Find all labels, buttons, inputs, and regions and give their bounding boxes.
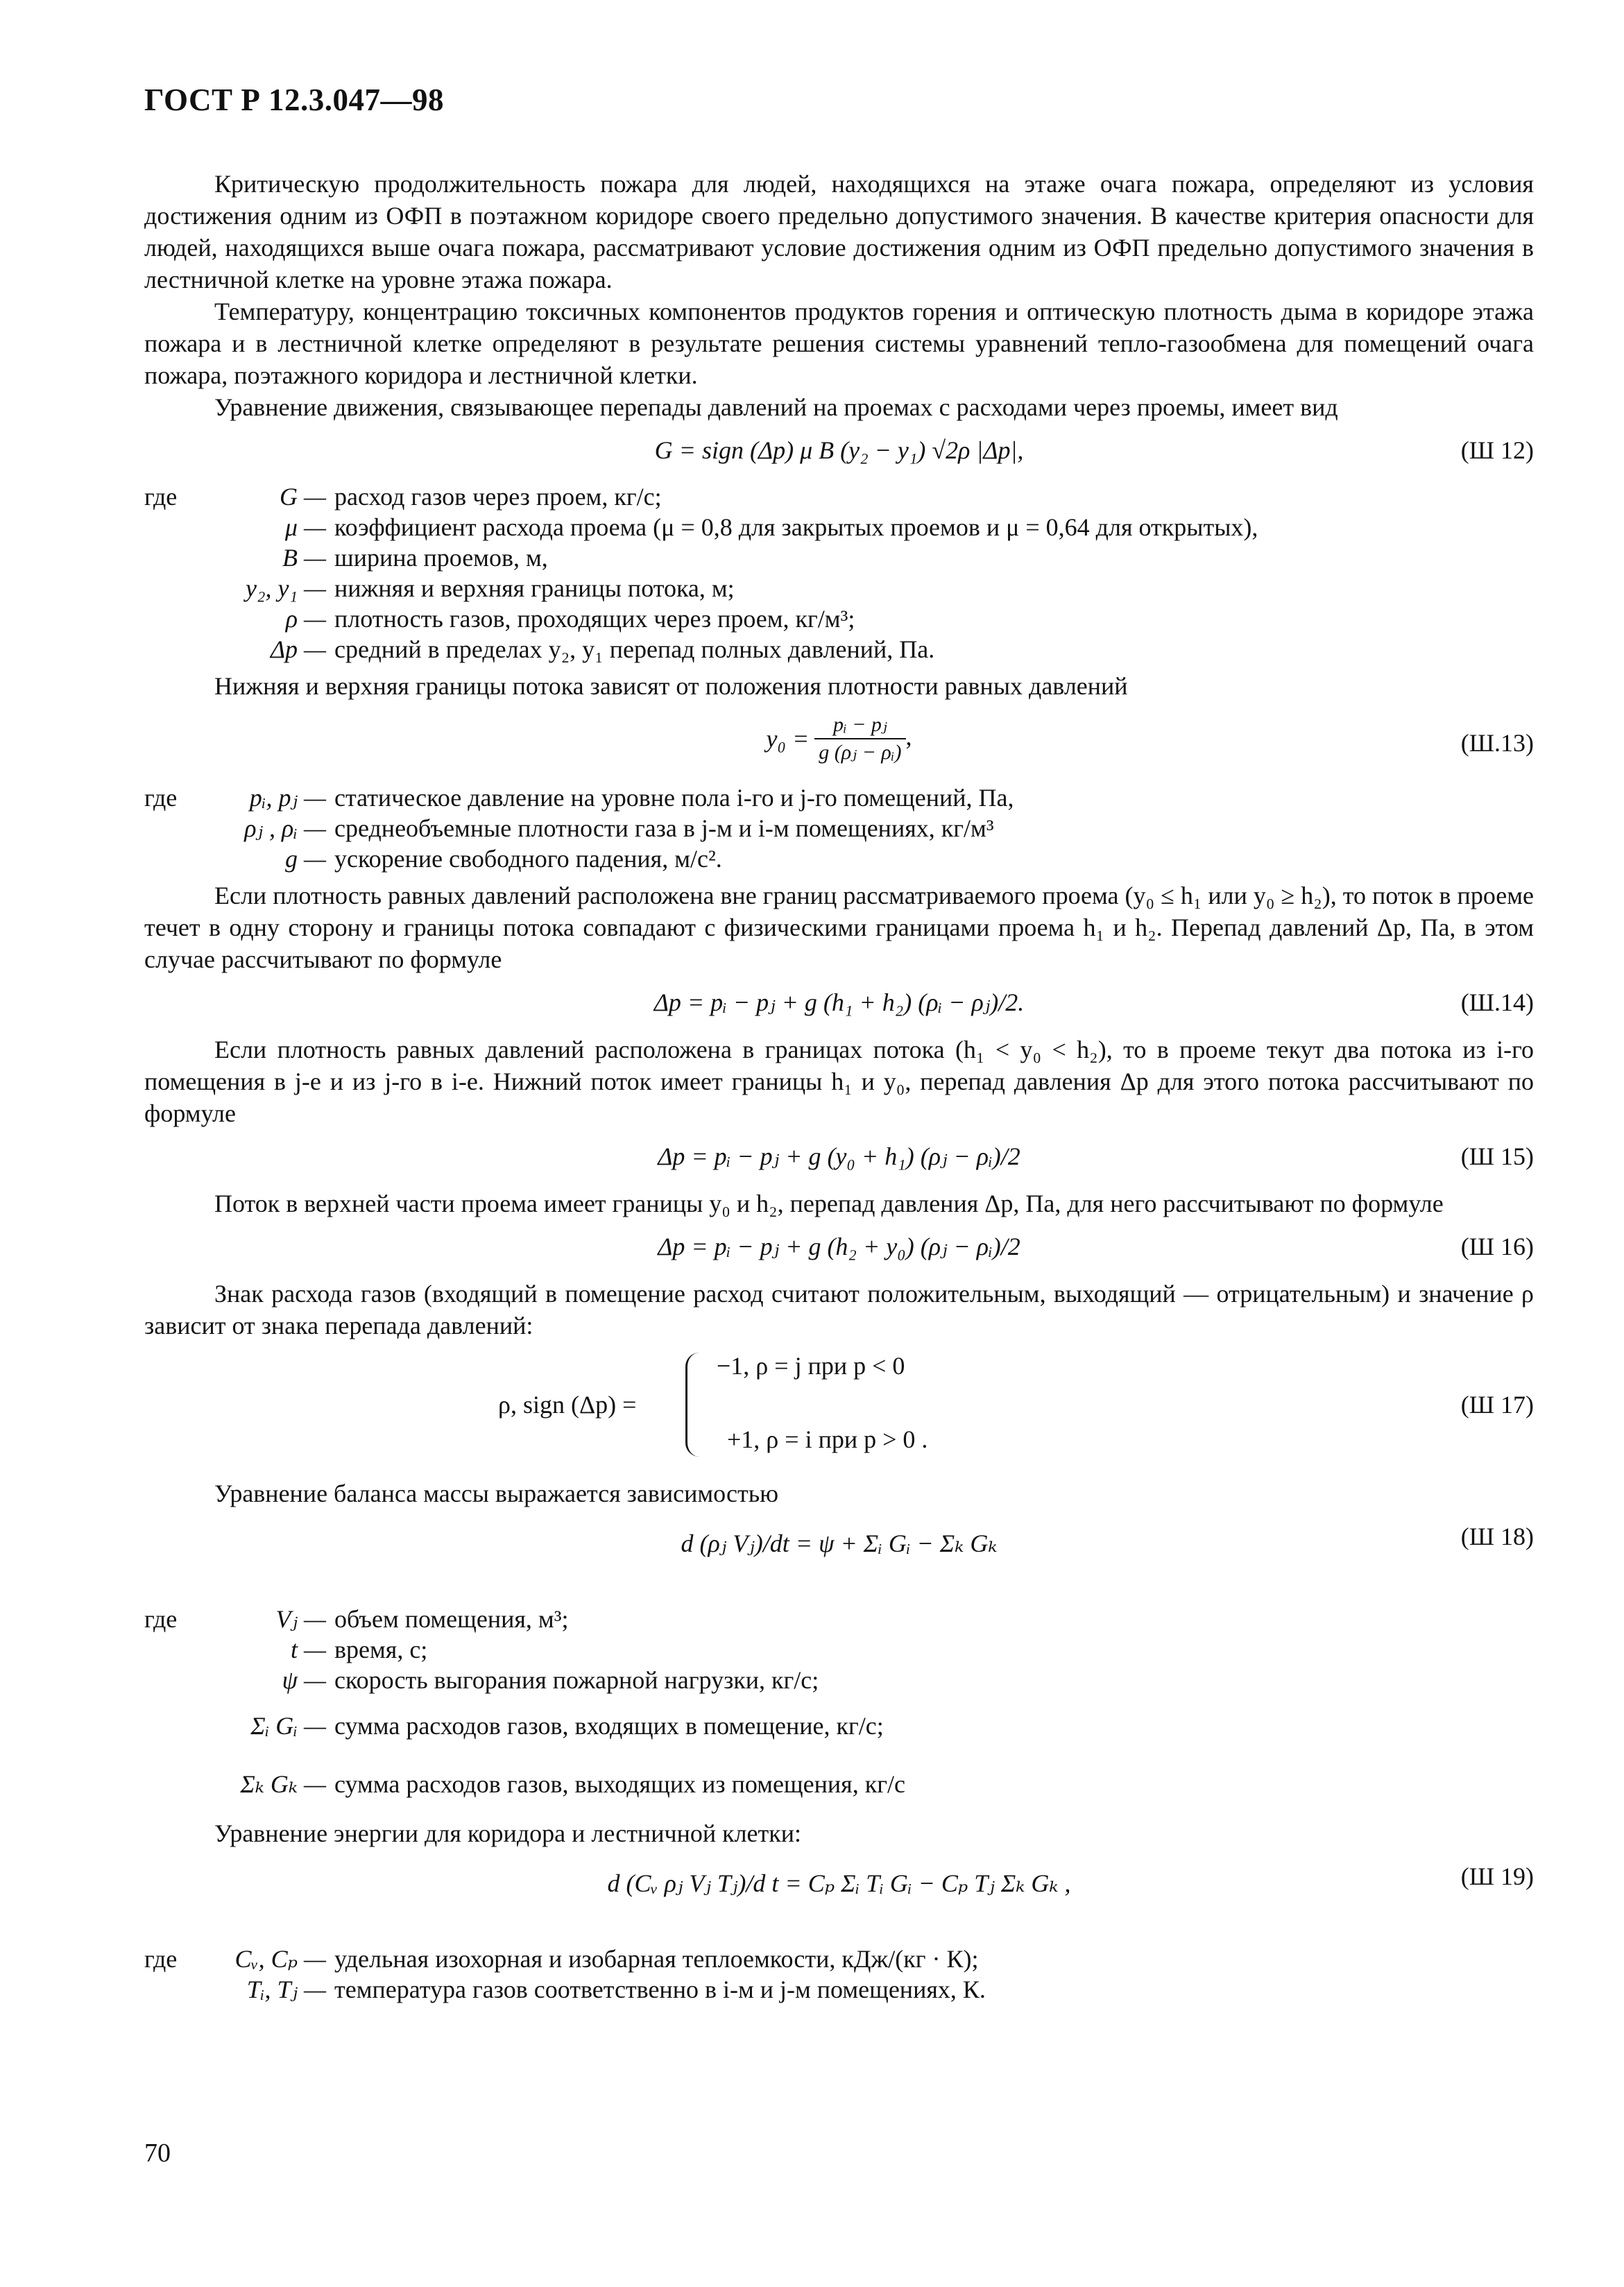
legend-row	[144, 542, 1534, 573]
legend-block	[144, 481, 1534, 665]
document-header: ГОСТ Р 12.3.047—98	[144, 83, 445, 117]
equation-formula: G = sign (Δp) μ B (y₂ − y₁) √2ρ |Δp|,	[654, 436, 1024, 464]
equation-formula: Δp = pᵢ − pⱼ + g (h₂ + y₀) (ρⱼ − ρᵢ)/2	[658, 1233, 1020, 1260]
legend-text: сумма расходов газов, выходящих из помещения, кг/с	[334, 1770, 905, 1798]
legend-block	[144, 1944, 1534, 2005]
equation-number: (Ш 17)	[1460, 1391, 1534, 1419]
equation-formula: d (ρⱼ Vⱼ)/dt = ψ + Σᵢ Gᵢ − Σₖ Gₖ	[681, 1530, 998, 1557]
equation-fraction: y₀ = $\frac{\text{pᵢ − pⱼ}}{\text{g (ρⱼ − ρᵢ)}}$ ,	[144, 712, 1534, 766]
legend-row	[144, 1974, 1534, 2005]
left-brace	[685, 1353, 704, 1457]
legend-row	[144, 1944, 1534, 1974]
paragraph: Критическую продолжительность пожара для людей, находящихся на этаже очага пожара, определяют из условия достижения одним из ОФП в поэтажном коридоре своего предельно допустимого значения. В качестве критерия опасности для людей, находящихся выше очага пожара, рассматривают условие достижения одним из ОФП предельно допустимого значения в лестничной клетке на уровне этажа пожара.	[144, 170, 1534, 293]
legend-text: скорость выгорания пожарной нагрузки, кг/с;	[334, 1666, 819, 1694]
legend-symbol: ψ —	[282, 1666, 326, 1694]
legend-text: расход газов через проем, кг/с;	[334, 483, 662, 511]
legend-row	[144, 782, 1534, 813]
legend-block	[144, 1604, 1534, 1799]
legend-symbol: B —	[282, 544, 326, 572]
legend-row	[144, 1634, 1534, 1665]
equation-formula: Δp = pᵢ − pⱼ + g (y₀ + h₁) (ρⱼ − ρᵢ)/2	[658, 1142, 1020, 1170]
legend-text: плотность газов, проходящих через проем, кг/м³;	[334, 605, 855, 633]
equation-sh17	[144, 1346, 1534, 1471]
equation-lhs: ρ, sign (Δp) =	[498, 1391, 637, 1419]
equation-number: (Ш 19)	[1460, 1862, 1534, 1890]
legend-text: коэффициент расхода проема (μ = 0,8 для закрытых проемов и μ = 0,64 для открытых),	[334, 513, 1258, 541]
equation-sh15	[144, 1133, 1534, 1181]
equation-case: −1, ρ = j при p < 0	[717, 1352, 905, 1380]
legend-row	[144, 603, 1534, 634]
legend-where: где	[144, 784, 178, 812]
equation-sh19	[144, 1853, 1534, 1937]
legend-where: где	[144, 1945, 178, 1973]
equation-sh12	[144, 427, 1534, 474]
paragraph: Знак расхода газов (входящий в помещение расход считают положительным, выходящий — отрицательным) и значение ρ зависит от знака перепада давлений:	[144, 1280, 1534, 1339]
legend-symbol: где Vⱼ —	[144, 1605, 326, 1633]
page-number: 70	[144, 2139, 171, 2168]
document-body	[144, 168, 1534, 2005]
legend-symbol: где G —	[144, 483, 326, 511]
legend-symbol: y₂, y₁ —	[246, 574, 326, 602]
legend-row	[144, 1769, 1534, 1799]
equation-number: (Ш.13)	[1460, 729, 1534, 757]
fraction-numerator: pᵢ − pⱼ	[814, 712, 905, 739]
paragraph: Уравнение энергии для коридора и лестничной клетки:	[214, 1819, 802, 1847]
paragraph: Поток в верхней части проема имеет границы y₀ и h₂, перепад давления Δp, Па, для него рассчитывают по формуле	[214, 1190, 1444, 1217]
legend-block	[144, 782, 1534, 874]
legend-symbol: g —	[284, 845, 326, 873]
legend-symbol: Δp —	[270, 635, 326, 663]
paragraph: Нижняя и верхняя границы потока зависят от положения плотности равных давлений	[214, 672, 1128, 700]
legend-row	[144, 1711, 1534, 1741]
legend-text: время, с;	[334, 1636, 428, 1663]
legend-text: статическое давление на уровне пола i-го и j-го помещений, Па,	[334, 784, 1014, 812]
legend-symbol: ρ —	[285, 605, 326, 633]
legend-text: среднеобъемные плотности газа в j-м и i-м помещениях, кг/м³	[334, 814, 994, 842]
equation-case: +1, ρ = i при p > 0 .	[727, 1425, 928, 1453]
paragraph: Уравнение баланса массы выражается зависимостью	[214, 1480, 779, 1507]
legend-text: сумма расходов газов, входящих в помещение, кг/с;	[334, 1712, 884, 1740]
legend-symbol: где Cᵥ, Cₚ —	[144, 1945, 326, 1973]
equation-sh16	[144, 1224, 1534, 1271]
legend-text: ширина проемов, м,	[334, 544, 548, 572]
legend-symbol: t —	[290, 1636, 326, 1663]
legend-where: где	[144, 1605, 178, 1633]
legend-row	[144, 1665, 1534, 1695]
fraction-denominator: g (ρⱼ − ρᵢ)	[819, 741, 902, 764]
legend-text: объем помещения, м³;	[334, 1605, 569, 1633]
paragraph: Температуру, концентрацию токсичных компонентов продуктов горения и оптическую плотность дыма в коридоре этажа пожара и в лестничной клетке определяют в результате решения системы уравнений тепло-газообмена для помещений очага пожара, поэтажного коридора и лестничной клетки.	[144, 298, 1534, 389]
equation-sh13	[144, 706, 1534, 776]
paragraph: Уравнение движения, связывающее перепады давлений на проемах с расходами через проемы, имеет вид	[214, 393, 1338, 421]
equation-formula: d (Cᵥ ρⱼ Vⱼ Tⱼ)/d t = Cₚ Σᵢ Tᵢ Gᵢ − Cₚ Tⱼ Σₖ Gₖ ,	[607, 1869, 1071, 1897]
legend-symbol: μ —	[284, 513, 326, 541]
equation-sh14	[144, 979, 1534, 1027]
legend-where: где	[144, 483, 178, 511]
equation-number: (Ш.14)	[1460, 988, 1534, 1016]
legend-row	[144, 813, 1534, 843]
legend-text: удельная изохорная и изобарная теплоемкости, кДж/(кг · К);	[334, 1945, 979, 1973]
equation-number: (Ш 12)	[1460, 436, 1534, 464]
legend-text: ускорение свободного падения, м/с².	[334, 845, 722, 873]
legend-text: температура газов соответственно в i-м и j-м помещениях, К.	[334, 1976, 986, 2003]
legend-text: средний в пределах y₂, y₁ перепад полных давлений, Па.	[334, 635, 935, 663]
legend-row	[144, 512, 1534, 542]
paragraph: Если плотность равных давлений расположена в границах потока (h₁ < y₀ < h₂), то в проеме текут два потока из i-го помещения в j-е и из j-го в i-е. Нижний поток имеет границы h₁ и y₀, перепад давления Δp для этого потока рассчитывают по формуле	[144, 1036, 1534, 1127]
legend-symbol: где pᵢ, pⱼ —	[144, 784, 326, 812]
legend-row	[144, 1604, 1534, 1634]
equation-number: (Ш 15)	[1460, 1142, 1534, 1170]
legend-symbol: Σₖ Gₖ —	[240, 1770, 326, 1798]
equation-number: (Ш 16)	[1460, 1233, 1534, 1260]
legend-row	[144, 573, 1534, 603]
legend-row	[144, 481, 1534, 512]
legend-text: нижняя и верхняя границы потока, м;	[334, 574, 735, 602]
legend-row	[144, 843, 1534, 874]
legend-row	[144, 634, 1534, 665]
equation-number: (Ш 18)	[1460, 1523, 1534, 1550]
equation-sh18	[144, 1514, 1534, 1597]
equation-lhs: y₀ =	[766, 725, 810, 753]
equation-formula: Δp = pᵢ − pⱼ + g (h₁ + h₂) (ρᵢ − ρⱼ)/2.	[653, 988, 1025, 1016]
legend-symbol: Σᵢ Gᵢ —	[250, 1712, 326, 1740]
legend-symbol: ρⱼ , ρᵢ —	[244, 814, 326, 842]
paragraph: Если плотность равных давлений расположена вне границ рассматриваемого проема (y₀ ≤ h₁ или y₀ ≥ h₂), то поток в проеме течет в одну сторону и границы потока совпадают с физическими границами проема h₁ и h₂. Перепад давлений Δp, Па, в этом случае рассчитывают по формуле	[144, 882, 1534, 973]
legend-symbol: Tᵢ, Tⱼ —	[246, 1976, 326, 2003]
